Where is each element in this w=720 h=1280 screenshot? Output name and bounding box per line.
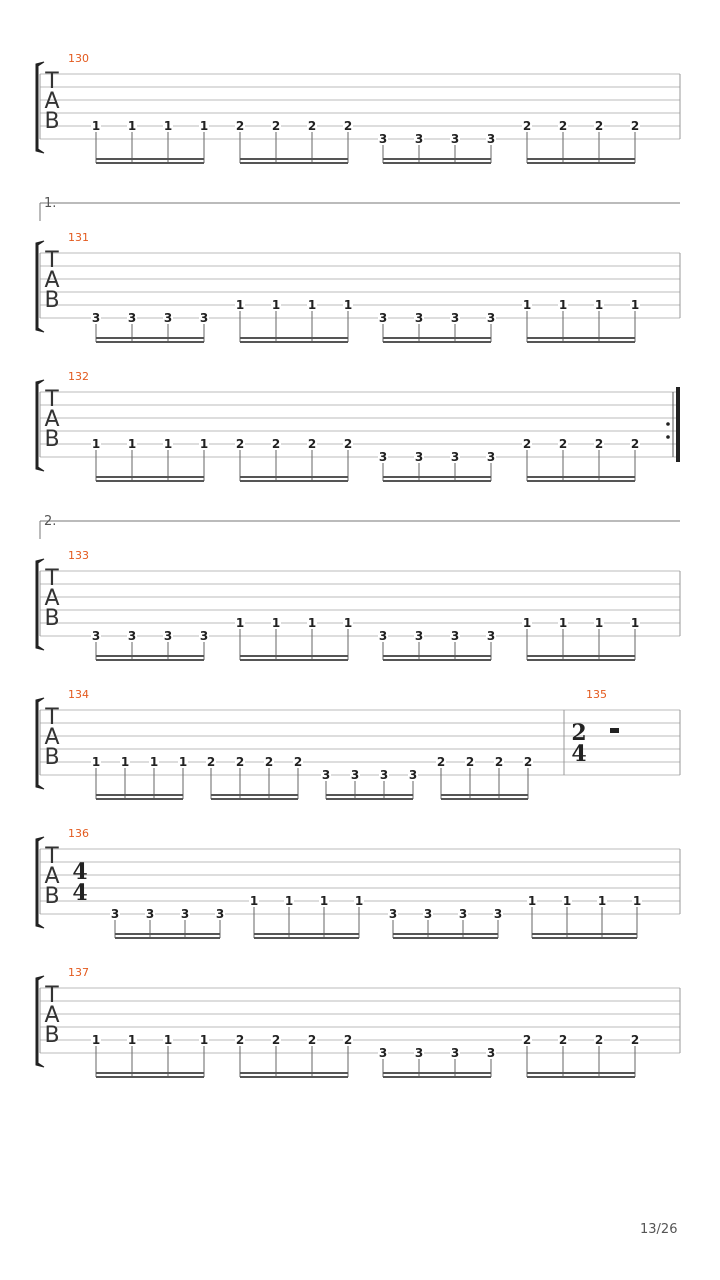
fret-number: 1 — [91, 755, 101, 769]
fret-number: 3 — [458, 907, 468, 921]
fret-number: 1 — [562, 894, 572, 908]
fret-number: 3 — [486, 132, 496, 146]
fret-number: 2 — [594, 119, 604, 133]
fret-number: 1 — [271, 298, 281, 312]
fret-number: 2 — [235, 1033, 245, 1047]
fret-number: 3 — [378, 629, 388, 643]
tab-clef-letter: B — [44, 1023, 60, 1048]
fret-number: 1 — [163, 1033, 173, 1047]
fret-number: 3 — [414, 450, 424, 464]
fret-number: 1 — [594, 298, 604, 312]
fret-number: 3 — [180, 907, 190, 921]
fret-number: 1 — [91, 437, 101, 451]
measure-number: 134 — [68, 688, 89, 701]
fret-number: 3 — [378, 450, 388, 464]
fret-number: 3 — [486, 1046, 496, 1060]
half-rest — [610, 728, 619, 733]
fret-number: 3 — [450, 629, 460, 643]
tab-clef-letter: B — [44, 427, 60, 452]
fret-number: 1 — [91, 1033, 101, 1047]
fret-number: 1 — [630, 298, 640, 312]
fret-number: 2 — [343, 1033, 353, 1047]
fret-number: 1 — [630, 616, 640, 630]
fret-number: 3 — [321, 768, 331, 782]
fret-number: 1 — [558, 616, 568, 630]
fret-number: 2 — [465, 755, 475, 769]
fret-number: 3 — [199, 311, 209, 325]
fret-number: 1 — [597, 894, 607, 908]
fret-number: 3 — [414, 1046, 424, 1060]
fret-number: 3 — [486, 311, 496, 325]
fret-number: 3 — [414, 132, 424, 146]
fret-number: 1 — [149, 755, 159, 769]
fret-number: 1 — [522, 298, 532, 312]
fret-number: 2 — [630, 437, 640, 451]
fret-number: 3 — [379, 768, 389, 782]
fret-number: 2 — [630, 1033, 640, 1047]
fret-number: 2 — [307, 1033, 317, 1047]
fret-number: 1 — [199, 437, 209, 451]
fret-number: 1 — [249, 894, 259, 908]
tab-clef-letter: B — [44, 606, 60, 631]
repeat-thick-barline — [676, 387, 680, 462]
fret-number: 1 — [284, 894, 294, 908]
volta-label: 1. — [44, 196, 57, 211]
fret-number: 2 — [271, 437, 281, 451]
fret-number: 3 — [493, 907, 503, 921]
tab-clef-letter: B — [44, 288, 60, 313]
tab-clef-letter: A — [44, 268, 60, 293]
fret-number: 2 — [494, 755, 504, 769]
fret-number: 3 — [486, 450, 496, 464]
fret-number: 2 — [293, 755, 303, 769]
fret-number: 1 — [527, 894, 537, 908]
fret-number: 2 — [264, 755, 274, 769]
fret-number: 3 — [423, 907, 433, 921]
measure-number: 133 — [68, 549, 89, 562]
fret-number: 2 — [307, 119, 317, 133]
volta-label: 2. — [44, 514, 57, 529]
fret-number: 2 — [522, 119, 532, 133]
fret-number: 1 — [120, 755, 130, 769]
fret-number: 3 — [91, 311, 101, 325]
fret-number: 2 — [558, 1033, 568, 1047]
fret-number: 1 — [127, 1033, 137, 1047]
time-signature-bottom: 4 — [72, 880, 88, 906]
fret-number: 1 — [319, 894, 329, 908]
fret-number: 2 — [343, 437, 353, 451]
tab-system — [36, 827, 680, 938]
fret-number: 1 — [343, 616, 353, 630]
measure-number: 132 — [68, 370, 89, 383]
fret-number: 1 — [594, 616, 604, 630]
fret-number: 3 — [450, 311, 460, 325]
fret-number: 3 — [486, 629, 496, 643]
measure-number: 137 — [68, 966, 89, 979]
tab-clef-letter: B — [44, 745, 60, 770]
fret-number: 2 — [271, 1033, 281, 1047]
fret-number: 2 — [630, 119, 640, 133]
fret-number: 2 — [235, 437, 245, 451]
fret-number: 1 — [271, 616, 281, 630]
time-signature-top: 2 — [571, 720, 587, 746]
fret-number: 2 — [558, 119, 568, 133]
fret-number: 2 — [271, 119, 281, 133]
fret-number: 1 — [522, 616, 532, 630]
fret-number: 2 — [522, 1033, 532, 1047]
fret-number: 1 — [354, 894, 364, 908]
fret-number: 2 — [235, 755, 245, 769]
fret-number: 3 — [378, 311, 388, 325]
tab-clef-letter: T — [45, 387, 59, 412]
fret-number: 2 — [558, 437, 568, 451]
fret-number: 1 — [178, 755, 188, 769]
repeat-dot — [666, 422, 670, 426]
fret-number: 2 — [343, 119, 353, 133]
fret-number: 3 — [91, 629, 101, 643]
tab-clef-letter: A — [44, 586, 60, 611]
repeat-dot — [666, 435, 670, 439]
fret-number: 3 — [163, 311, 173, 325]
fret-number: 3 — [163, 629, 173, 643]
fret-number: 1 — [127, 119, 137, 133]
tab-system — [36, 966, 680, 1077]
fret-number: 3 — [450, 132, 460, 146]
page-number: 13/26 — [640, 1222, 678, 1237]
tab-clef-letter: A — [44, 725, 60, 750]
time-signature-bottom: 4 — [571, 741, 587, 767]
fret-number: 1 — [235, 298, 245, 312]
fret-number: 3 — [378, 1046, 388, 1060]
fret-number: 3 — [215, 907, 225, 921]
fret-number: 3 — [408, 768, 418, 782]
fret-number: 1 — [307, 298, 317, 312]
tab-clef-letter: A — [44, 1003, 60, 1028]
fret-number: 2 — [436, 755, 446, 769]
fret-number: 1 — [307, 616, 317, 630]
fret-number: 3 — [199, 629, 209, 643]
measure-number: 130 — [68, 52, 89, 65]
fret-number: 1 — [199, 119, 209, 133]
tab-clef-letter: A — [44, 89, 60, 114]
fret-number: 1 — [163, 437, 173, 451]
fret-number: 1 — [127, 437, 137, 451]
fret-number: 1 — [91, 119, 101, 133]
fret-number: 2 — [594, 437, 604, 451]
fret-number: 2 — [523, 755, 533, 769]
measure-number: 131 — [68, 231, 89, 244]
tab-clef-letter: A — [44, 407, 60, 432]
fret-number: 3 — [450, 1046, 460, 1060]
tab-system — [36, 196, 680, 342]
tab-clef-letter: T — [45, 566, 59, 591]
fret-number: 3 — [350, 768, 360, 782]
tab-clef-letter: T — [45, 69, 59, 94]
fret-number: 1 — [343, 298, 353, 312]
tab-clef-letter: A — [44, 864, 60, 889]
measure-number: 136 — [68, 827, 89, 840]
tab-clef-letter: T — [45, 983, 59, 1008]
fret-number: 1 — [558, 298, 568, 312]
tab-system — [36, 52, 680, 163]
tab-clef-letter: B — [44, 884, 60, 909]
fret-number: 3 — [378, 132, 388, 146]
fret-number: 2 — [206, 755, 216, 769]
tab-clef-letter: B — [44, 109, 60, 134]
fret-number: 3 — [127, 311, 137, 325]
fret-number: 3 — [414, 629, 424, 643]
time-signature-top: 4 — [72, 859, 88, 885]
tab-system — [36, 370, 680, 481]
fret-number: 3 — [127, 629, 137, 643]
tab-system — [36, 514, 680, 660]
fret-number: 1 — [199, 1033, 209, 1047]
fret-number: 3 — [110, 907, 120, 921]
tab-clef-letter: T — [45, 844, 59, 869]
fret-number: 1 — [163, 119, 173, 133]
fret-number: 2 — [307, 437, 317, 451]
fret-number: 3 — [414, 311, 424, 325]
measure-number: 135 — [586, 688, 607, 701]
tab-clef-letter: T — [45, 248, 59, 273]
fret-number: 3 — [388, 907, 398, 921]
fret-number: 3 — [450, 450, 460, 464]
fret-number: 2 — [594, 1033, 604, 1047]
fret-number: 1 — [632, 894, 642, 908]
fret-number: 2 — [522, 437, 532, 451]
fret-number: 2 — [235, 119, 245, 133]
fret-number: 1 — [235, 616, 245, 630]
fret-number: 3 — [145, 907, 155, 921]
tab-system — [36, 688, 680, 799]
tab-clef-letter: T — [45, 705, 59, 730]
